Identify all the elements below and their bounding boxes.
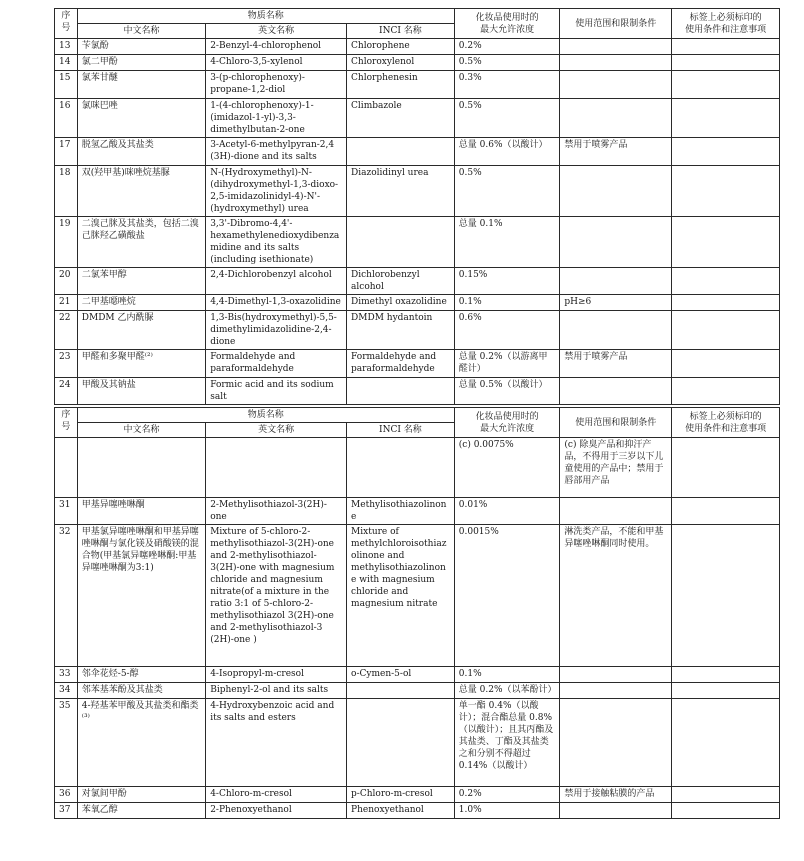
cell-number: 13 [55, 39, 78, 55]
cell-number [55, 438, 78, 498]
table-row [55, 71, 780, 99]
cell-label-warnings [672, 683, 780, 699]
cell-number: 36 [55, 787, 78, 803]
cell-chinese-name: 甲酸及其钠盐 [77, 378, 205, 405]
cell-english-name: 3,3'-Dibromo-4,4'-hexamethylenedioxydibenzamidine and its salts (including isethionate) [206, 217, 347, 268]
cell-label-warnings [672, 350, 780, 378]
cell-label-warnings [672, 667, 780, 683]
cell-number: 21 [55, 295, 78, 311]
header-no: 序号 [55, 408, 78, 438]
cell-english-name: 4-Isopropyl-m-cresol [206, 667, 347, 683]
header-label-line1: 标签上必须标印的 [689, 411, 762, 422]
cell-inci-name: Formaldehyde and paraformaldehyde [347, 350, 455, 378]
header-english-name: 英文名称 [206, 24, 347, 39]
header-substance: 物质名称 [77, 408, 454, 423]
cell-label-warnings [672, 438, 780, 498]
cell-chinese-name: DMDM 乙内酰脲 [77, 311, 205, 350]
cell-use-conditions [560, 99, 672, 138]
table-row [55, 683, 780, 699]
cell-inci-name [347, 699, 455, 787]
cell-english-name: 2-Benzyl-4-chlorophenol [206, 39, 347, 55]
table1-body [55, 39, 780, 405]
cell-chinese-name: 甲醛和多聚甲醛⁽²⁾ [77, 350, 205, 378]
table-row [55, 138, 780, 166]
header-conc-line2: 最大允许浓度 [480, 423, 535, 434]
cell-english-name [206, 438, 347, 498]
cell-inci-name [347, 217, 455, 268]
cell-max-concentration: 0.3% [454, 71, 560, 99]
cell-chinese-name [77, 438, 205, 498]
cell-use-conditions: 禁用于喷雾产品 [560, 350, 672, 378]
cell-english-name: 2-Phenoxyethanol [206, 803, 347, 819]
table-row [55, 295, 780, 311]
table-row [55, 268, 780, 295]
cell-english-name: 4-Hydroxybenzoic acid and its salts and esters [206, 699, 347, 787]
cell-label-warnings [672, 525, 780, 667]
cell-label-warnings [672, 138, 780, 166]
cell-chinese-name: 邻苯基苯酚及其盐类 [77, 683, 205, 699]
table-row [55, 438, 780, 498]
cell-number: 20 [55, 268, 78, 295]
cell-chinese-name: 对氯间甲酚 [77, 787, 205, 803]
cell-max-concentration: 1.0% [454, 803, 560, 819]
cell-number: 15 [55, 71, 78, 99]
cell-number: 24 [55, 378, 78, 405]
cell-number: 17 [55, 138, 78, 166]
table-row [55, 217, 780, 268]
cell-label-warnings [672, 295, 780, 311]
cell-max-concentration: 0.2% [454, 787, 560, 803]
cell-number: 34 [55, 683, 78, 699]
cell-inci-name [347, 378, 455, 405]
cell-number: 23 [55, 350, 78, 378]
cell-use-conditions [560, 498, 672, 525]
cell-label-warnings [672, 803, 780, 819]
cell-label-warnings [672, 217, 780, 268]
cell-label-warnings [672, 787, 780, 803]
header-inci-name: INCI 名称 [347, 423, 455, 438]
cell-chinese-name: 氯二甲酚 [77, 55, 205, 71]
header-label-line2: 使用条件和注意事项 [685, 423, 767, 434]
header-use-conditions: 使用范围和限制条件 [560, 9, 672, 39]
cell-label-warnings [672, 166, 780, 217]
cell-max-concentration: 0.01% [454, 498, 560, 525]
cell-use-conditions: 禁用于喷雾产品 [560, 138, 672, 166]
cell-use-conditions: 禁用于接触粘膜的产品 [560, 787, 672, 803]
cell-max-concentration: 0.1% [454, 295, 560, 311]
cell-use-conditions [560, 378, 672, 405]
cell-inci-name: Diazolidinyl urea [347, 166, 455, 217]
cell-use-conditions [560, 217, 672, 268]
preservatives-table-part-1 [54, 8, 780, 405]
cell-max-concentration: 总量 0.6%（以酸计） [454, 138, 560, 166]
cell-number: 31 [55, 498, 78, 525]
cell-english-name: 1-(4-chlorophenoxy)-1-(imidazol-1-yl)-3,3-dimethylbutan-2-one [206, 99, 347, 138]
cell-inci-name: Phenoxyethanol [347, 803, 455, 819]
cell-max-concentration: (c) 0.0075% [454, 438, 560, 498]
cell-number: 35 [55, 699, 78, 787]
header-chinese-name: 中文名称 [77, 24, 205, 39]
cell-english-name: 3-Acetyl-6-methylpyran-2,4 (3H)-dione and its salts [206, 138, 347, 166]
cell-english-name: 2,4-Dichlorobenzyl alcohol [206, 268, 347, 295]
cell-max-concentration: 0.0015% [454, 525, 560, 667]
cell-label-warnings [672, 99, 780, 138]
cell-inci-name: Chloroxylenol [347, 55, 455, 71]
cell-use-conditions [560, 166, 672, 217]
header-use-conditions: 使用范围和限制条件 [560, 408, 672, 438]
cell-use-conditions [560, 55, 672, 71]
cell-max-concentration: 单一酯 0.4%（以酸计）；混合酯总量 0.8%（以酸计）；且其丙酯及其盐类、丁酯及其盐类之和分别不得超过 0.14%（以酸计） [454, 699, 560, 787]
cell-label-warnings [672, 699, 780, 787]
header-inci-name: INCI 名称 [347, 24, 455, 39]
cell-label-warnings [672, 39, 780, 55]
header-max-concentration [454, 9, 560, 39]
cell-use-conditions [560, 683, 672, 699]
cell-max-concentration: 总量 0.5%（以酸计） [454, 378, 560, 405]
cell-chinese-name: 甲基氯异噻唑啉酮和甲基异噻唑啉酮与氯化镁及硝酸镁的混合物(甲基氯异噻唑啉酮:甲基异噻唑啉酮为3:1) [77, 525, 205, 667]
cell-english-name: 4-Chloro-m-cresol [206, 787, 347, 803]
cell-english-name: Mixture of 5-chloro-2-methylisothiazol-3(2H)-one and 2-methylisothiazol-3(2H)-one with magnesium chloride and magnesium nitrate(of a mixture in the ratio 3:1 of 5-chloro-2-methylisothiazol 3(2H)-one and 2-methylisothiazol-3 (2H)-one ) [206, 525, 347, 667]
cell-inci-name: Methylisothiazolinone [347, 498, 455, 525]
cell-use-conditions: (c) 除臭产品和抑汗产品，不得用于三岁以下儿童使用的产品中；禁用于唇部用产品 [560, 438, 672, 498]
cell-use-conditions [560, 699, 672, 787]
table-row [55, 525, 780, 667]
header-no: 序号 [55, 9, 78, 39]
cell-chinese-name: 二氯苯甲醇 [77, 268, 205, 295]
cell-chinese-name: 双(羟甲基)咪唑烷基脲 [77, 166, 205, 217]
cell-label-warnings [672, 55, 780, 71]
header-conc-line1: 化妆品使用时的 [475, 12, 539, 23]
header-substance: 物质名称 [77, 9, 454, 24]
cell-inci-name: Chlorophene [347, 39, 455, 55]
cell-max-concentration: 0.5% [454, 166, 560, 217]
cell-number: 33 [55, 667, 78, 683]
cell-english-name: Biphenyl-2-ol and its salts [206, 683, 347, 699]
cell-inci-name: DMDM hydantoin [347, 311, 455, 350]
cell-number: 16 [55, 99, 78, 138]
table-row [55, 311, 780, 350]
cell-label-warnings [672, 378, 780, 405]
header-label-warnings [672, 9, 780, 39]
table-row [55, 378, 780, 405]
cell-inci-name [347, 138, 455, 166]
cell-label-warnings [672, 71, 780, 99]
cell-inci-name: Dimethyl oxazolidine [347, 295, 455, 311]
cell-number: 32 [55, 525, 78, 667]
cell-chinese-name: 甲基异噻唑啉酮 [77, 498, 205, 525]
header-chinese-name: 中文名称 [77, 423, 205, 438]
cell-inci-name: Mixture of methylchloroisothiazolinone and methylisothiazolinone with magnesium chloride and magnesium nitrate [347, 525, 455, 667]
header-conc-line1: 化妆品使用时的 [475, 411, 539, 422]
cell-use-conditions [560, 71, 672, 99]
cell-chinese-name: 邻伞花烃-5-醇 [77, 667, 205, 683]
cell-max-concentration: 总量 0.2%（以游离甲醛计） [454, 350, 560, 378]
cell-label-warnings [672, 311, 780, 350]
table-row [55, 166, 780, 217]
cell-inci-name: o-Cymen-5-ol [347, 667, 455, 683]
cell-max-concentration: 总量 0.2%（以苯酚计） [454, 683, 560, 699]
cell-inci-name: p-Chloro-m-cresol [347, 787, 455, 803]
table-row [55, 667, 780, 683]
cell-chinese-name: 4-羟基苯甲酸及其盐类和酯类⁽³⁾ [77, 699, 205, 787]
cell-number: 19 [55, 217, 78, 268]
cell-inci-name [347, 683, 455, 699]
cell-english-name: 4,4-Dimethyl-1,3-oxazolidine [206, 295, 347, 311]
cell-number: 18 [55, 166, 78, 217]
header-english-name: 英文名称 [206, 423, 347, 438]
cell-use-conditions: 淋洗类产品，不能和甲基异噻唑啉酮同时使用。 [560, 525, 672, 667]
table-row [55, 350, 780, 378]
cell-inci-name: Chlorphenesin [347, 71, 455, 99]
table-row [55, 787, 780, 803]
table-row [55, 39, 780, 55]
header-label-line2: 使用条件和注意事项 [685, 24, 767, 35]
cell-number: 14 [55, 55, 78, 71]
cell-inci-name: Dichlorobenzyl alcohol [347, 268, 455, 295]
cell-use-conditions [560, 311, 672, 350]
cell-max-concentration: 0.2% [454, 39, 560, 55]
cell-use-conditions: pH≥6 [560, 295, 672, 311]
header-row-1 [55, 408, 780, 423]
cell-number: 37 [55, 803, 78, 819]
cell-use-conditions [560, 39, 672, 55]
cell-max-concentration: 总量 0.1% [454, 217, 560, 268]
cell-english-name: Formaldehyde and paraformaldehyde [206, 350, 347, 378]
cell-english-name: 3-(p-chlorophenoxy)-propane-1,2-diol [206, 71, 347, 99]
cell-use-conditions [560, 803, 672, 819]
cell-chinese-name: 二甲基噁唑烷 [77, 295, 205, 311]
cell-inci-name [347, 438, 455, 498]
cell-english-name: 4-Chloro-3,5-xylenol [206, 55, 347, 71]
cell-max-concentration: 0.5% [454, 99, 560, 138]
cell-inci-name: Climbazole [347, 99, 455, 138]
cell-max-concentration: 0.15% [454, 268, 560, 295]
cell-chinese-name: 脱氢乙酸及其盐类 [77, 138, 205, 166]
table-row [55, 99, 780, 138]
table-row [55, 699, 780, 787]
cell-use-conditions [560, 268, 672, 295]
header-row-1 [55, 9, 780, 24]
cell-label-warnings [672, 268, 780, 295]
cell-chinese-name: 苄氯酚 [77, 39, 205, 55]
cell-label-warnings [672, 498, 780, 525]
header-max-concentration [454, 408, 560, 438]
header-conc-line2: 最大允许浓度 [480, 24, 535, 35]
cell-english-name: 1,3-Bis(hydroxymethyl)-5,5-dimethylimidazolidine-2,4-dione [206, 311, 347, 350]
cell-number: 22 [55, 311, 78, 350]
cell-chinese-name: 苯氧乙醇 [77, 803, 205, 819]
header-label-line1: 标签上必须标印的 [689, 12, 762, 23]
cell-english-name: 2-Methylisothiazol-3(2H)-one [206, 498, 347, 525]
table2-body [55, 438, 780, 819]
preservatives-table-part-2 [54, 407, 780, 819]
cell-max-concentration: 0.5% [454, 55, 560, 71]
cell-use-conditions [560, 667, 672, 683]
cell-english-name: Formic acid and its sodium salt [206, 378, 347, 405]
cell-english-name: N-(Hydroxymethyl)-N-(dihydroxymethyl-1,3-dioxo-2,5-imidazolinidyl-4)-N'-(hydroxymethyl) urea [206, 166, 347, 217]
cell-max-concentration: 0.6% [454, 311, 560, 350]
table-row [55, 803, 780, 819]
table-row [55, 498, 780, 525]
cell-chinese-name: 二溴己脒及其盐类，包括二溴己脒羟乙磺酸盐 [77, 217, 205, 268]
cell-max-concentration: 0.1% [454, 667, 560, 683]
table-row [55, 55, 780, 71]
cell-chinese-name: 氯苯甘醚 [77, 71, 205, 99]
header-label-warnings [672, 408, 780, 438]
cell-chinese-name: 氯咪巴唑 [77, 99, 205, 138]
